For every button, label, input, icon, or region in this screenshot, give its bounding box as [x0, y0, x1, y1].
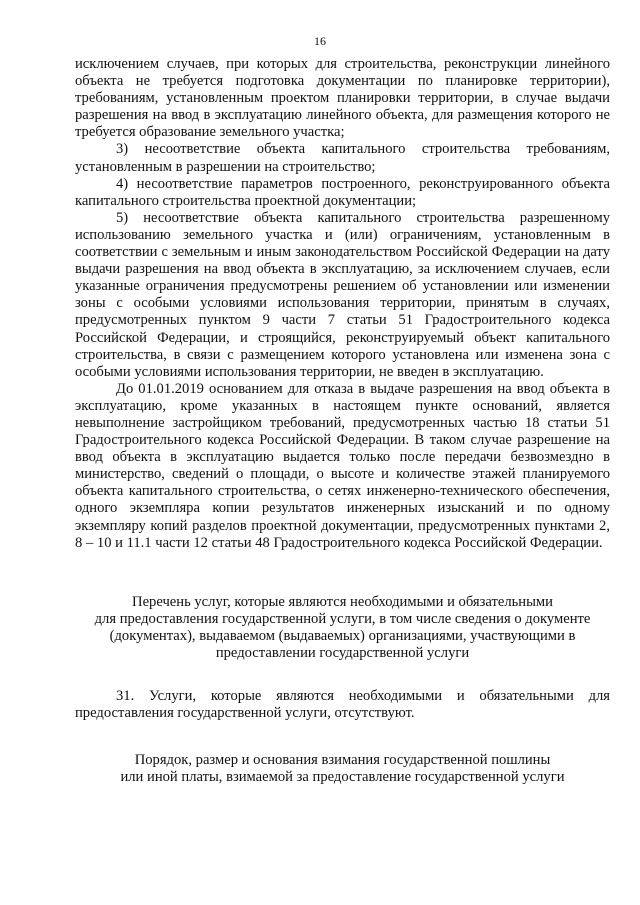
- document-body: [75, 56, 610, 786]
- heading-line: (документах), выдаваемом (выдаваемых) организациями, участвующими в: [109, 627, 576, 644]
- spacer: [75, 722, 610, 752]
- heading-line: для предоставления государственной услуги, в том числе сведения о документе: [94, 610, 591, 627]
- paragraph-continuation: исключением случаев, при которых для строительства, реконструкции линейного объекта не требуется подготовка документации по планировке территории), требованиям, установленным проектом планировки территории, в случае выдачи разрешения на ввод в эксплуатацию линейного объекта, для размещения которого не требуется образование земельного участка;: [75, 56, 610, 141]
- page-number: 16: [314, 34, 326, 48]
- heading-line: предоставлении государственной услуги: [215, 645, 470, 661]
- heading-line: или иной платы, взимаемой за предоставление государственной услуги: [120, 769, 565, 786]
- paragraph-item-4: 4) несоответствие параметров построенного, реконструированного объекта капитального строительства проектной документации;: [75, 175, 610, 209]
- heading-line: Порядок, размер и основания взимания государственной пошлины: [134, 752, 551, 769]
- spacer: [75, 552, 610, 594]
- section-heading-services: [75, 594, 610, 662]
- heading-line: Перечень услуг, которые являются необходимыми и обязательными: [132, 593, 553, 610]
- spacer: [75, 662, 610, 688]
- paragraph-before-2019: До 01.01.2019 основанием для отказа в выдаче разрешения на ввод объекта в эксплуатацию, кроме указанных в настоящем пункте оснований, является невыполнение застройщиком требований, предусмотренных частью 18 статьи 51 Градостроительного кодекса Российской Федерации. В таком случае разрешение на ввод объекта в эксплуатацию выдается только после передачи безвозмездно в министерство, сведений о площади, о высоте и количестве этажей планируемого объекта капитального строительства, о сетях инженерно-технического обеспечения, одного экземпляра копии результатов инженерных изысканий и по одному экземпляру копий разделов проектной документации, предусмотренных пунктами 2, 8 – 10 и 11.1 части 12 статьи 48 Градостроительного кодекса Российской Федерации.: [75, 380, 610, 551]
- section-heading-fee: [75, 752, 610, 786]
- paragraph-item-5: 5) несоответствие объекта капитального строительства разрешенному использованию земельного участка и (или) ограничениям, установленным в соответствии с земельным и иным законодательством Российской Федерации на дату выдачи разрешения на ввод объекта в эксплуатацию, за исключением случаев, если указанные ограничения предусмотрены решением об установлении или изменении зоны с особыми условиями использования территории, принятым в случаях, предусмотренных пунктом 9 части 7 статьи 51 Градостроительного кодекса Российской Федерации, и строящийся, реконструируемый объект капитального строительства, в связи с размещением которого установлена или изменена зона с особыми условиями использования территории, не введен в эксплуатацию.: [75, 209, 610, 380]
- paragraph-item-3: 3) несоответствие объекта капитального строительства требованиям, установленным в разрешении на строительство;: [75, 141, 610, 175]
- paragraph-31: 31. Услуги, которые являются необходимыми и обязательными для предоставления государственной услуги, отсутствуют.: [75, 688, 610, 722]
